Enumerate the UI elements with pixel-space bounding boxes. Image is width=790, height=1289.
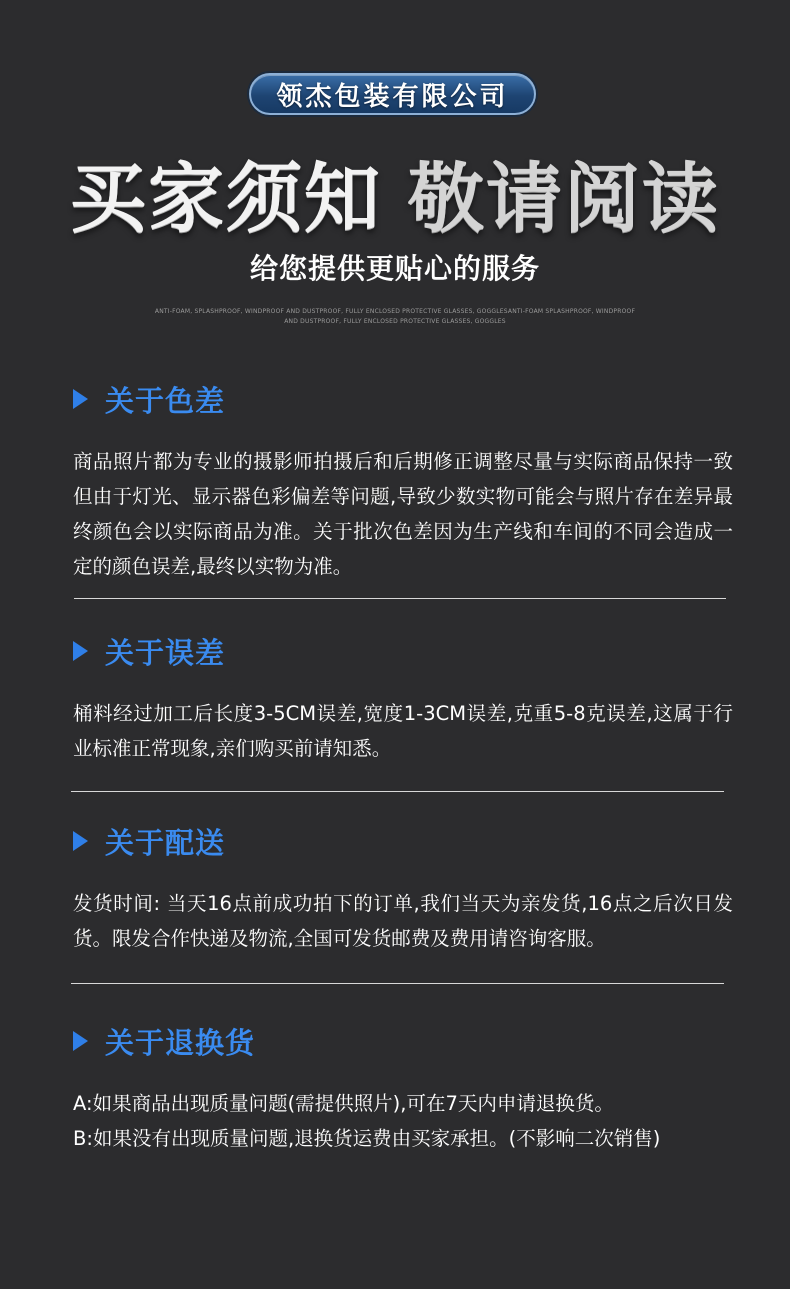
triangle-arrow-icon <box>73 831 88 851</box>
section-body-delivery <box>73 886 733 956</box>
paragraph-a: A:如果商品出现质量问题(需提供照片),可在7天内申请退换货。 <box>73 1092 614 1115</box>
title-part-2: 敬请阅读 <box>408 154 720 243</box>
divider <box>71 791 724 792</box>
section-body-color-difference <box>73 444 733 584</box>
triangle-arrow-icon <box>73 1031 88 1051</box>
paragraph: 商品照片都为专业的摄影师拍摄后和后期修正调整尽量与实际商品保持一致但由于灯光、显示器色彩偏差等问题,导致少数实物可能会与照片存在差异最终颜色会以实际商品为准。关于批次色差因为生产线和车间的不同会造成一定的颜色误差,最终以实物为准。 <box>73 450 733 578</box>
fine-print: ANTI-FOAM, SPLASHPROOF, WINDPROOF AND DUSTPROOF, FULLY ENCLOSED PROTECTIVE GLASSES, GOGGLESANTI-FOAM SPLASHPROOF, WINDPROOF AND DUSTPROOF, FULLY ENCLOSED PROTECTIVE GLASSES, GOGGLES <box>154 308 636 325</box>
section-heading-tolerance <box>73 631 225 671</box>
paragraph-b: B:如果没有出现质量问题,退换货运费由买家承担。(不影响二次销售) <box>73 1127 661 1150</box>
section-heading-color-difference <box>73 379 225 419</box>
paragraph: 发货时间: 当天16点前成功拍下的订单,我们当天为亲发货,16点之后次日发货。限发合作快递及物流,全国可发货邮费及费用请咨询客服。 <box>73 892 733 950</box>
section-heading-text: 关于退换货 <box>105 1025 256 1060</box>
section-heading-text: 关于配送 <box>105 825 226 860</box>
title-part-1: 买家须知 <box>70 154 382 243</box>
triangle-arrow-icon <box>73 641 88 661</box>
section-heading-returns <box>73 1021 255 1061</box>
company-name: 领杰包装有限公司 <box>276 81 509 112</box>
divider <box>74 598 726 599</box>
section-body-returns <box>73 1086 733 1156</box>
paragraph: 桶料经过加工后长度3-5CM误差,宽度1-3CM误差,克重5-8克误差,这属于行业标准正常现象,亲们购买前请知悉。 <box>73 702 733 760</box>
divider <box>71 983 724 984</box>
section-heading-text: 关于误差 <box>105 635 226 670</box>
section-heading-delivery <box>73 821 225 861</box>
section-heading-text: 关于色差 <box>105 383 226 418</box>
page-title <box>0 138 790 247</box>
section-body-tolerance <box>73 696 733 766</box>
triangle-arrow-icon <box>73 389 88 409</box>
company-badge <box>249 73 536 115</box>
subtitle: 给您提供更贴心的服务 <box>249 252 540 285</box>
